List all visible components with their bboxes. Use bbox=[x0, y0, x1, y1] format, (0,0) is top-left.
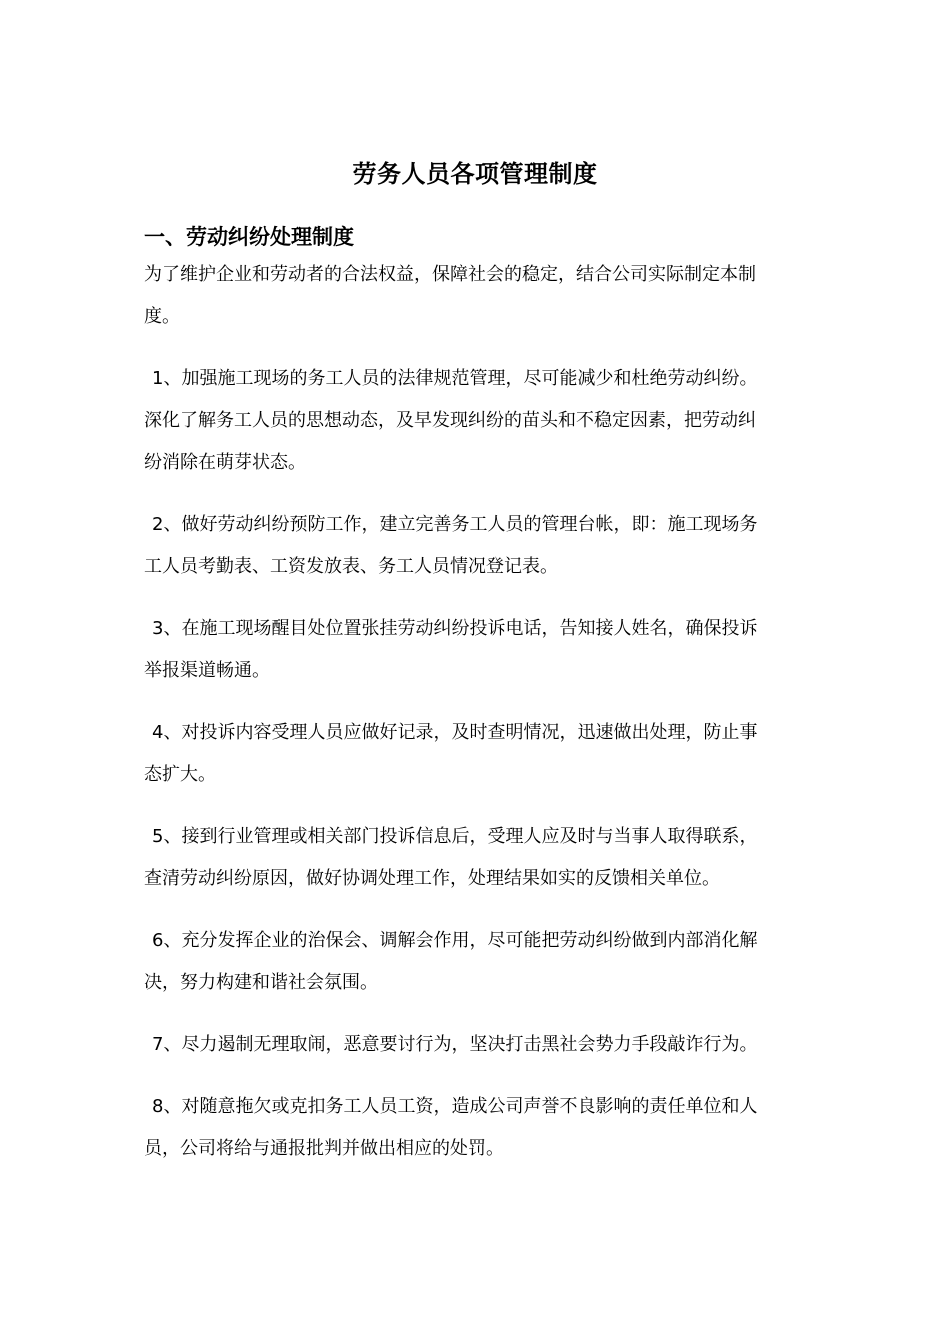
rule-item-3-line: 3、在施工现场醒目处位置张挂劳动纠纷投诉电话，告知接人姓名，确保投诉 bbox=[152, 618, 758, 639]
rule-item-1-line: 纷消除在萌芽状态。 bbox=[144, 452, 306, 473]
rule-item-5-line: 查清劳动纠纷原因，做好协调处理工作，处理结果如实的反馈相关单位。 bbox=[144, 868, 720, 889]
rule-item-6-line: 6、充分发挥企业的治保会、调解会作用，尽可能把劳动纠纷做到内部消化解 bbox=[152, 930, 758, 951]
rule-item-7-line: 7、尽力遏制无理取闹，恶意要讨行为，坚决打击黑社会势力手段敲诈行为。 bbox=[152, 1034, 758, 1055]
document-title: 劳务人员各项管理制度 bbox=[352, 160, 598, 188]
intro-line: 度。 bbox=[144, 306, 180, 327]
rule-item-3-line: 举报渠道畅通。 bbox=[144, 660, 270, 681]
section-heading: 一、劳动纠纷处理制度 bbox=[144, 225, 354, 249]
rule-item-5-line: 5、接到行业管理或相关部门投诉信息后，受理人应及时与当事人取得联系， bbox=[152, 826, 758, 847]
rule-item-4-line: 4、对投诉内容受理人员应做好记录，及时查明情况，迅速做出处理，防止事 bbox=[152, 722, 758, 743]
rule-item-6-line: 决，努力构建和谐社会氛围。 bbox=[144, 972, 378, 993]
rule-item-8-line: 8、对随意拖欠或克扣务工人员工资，造成公司声誉不良影响的责任单位和人 bbox=[152, 1096, 758, 1117]
rule-item-2-line: 工人员考勤表、工资发放表、务工人员情况登记表。 bbox=[144, 556, 558, 577]
rule-item-2-line: 2、做好劳动纠纷预防工作，建立完善务工人员的管理台帐，即：施工现场务 bbox=[152, 514, 758, 535]
rule-item-1-line: 深化了解务工人员的思想动态，及早发现纠纷的苗头和不稳定因素，把劳动纠 bbox=[144, 410, 756, 431]
rule-item-8-line: 员，公司将给与通报批判并做出相应的处罚。 bbox=[144, 1138, 504, 1159]
rule-item-4-line: 态扩大。 bbox=[144, 764, 216, 785]
rule-item-1-line: 1、加强施工现场的务工人员的法律规范管理，尽可能减少和杜绝劳动纠纷。 bbox=[152, 368, 758, 389]
intro-line: 为了维护企业和劳动者的合法权益，保障社会的稳定，结合公司实际制定本制 bbox=[144, 264, 756, 285]
